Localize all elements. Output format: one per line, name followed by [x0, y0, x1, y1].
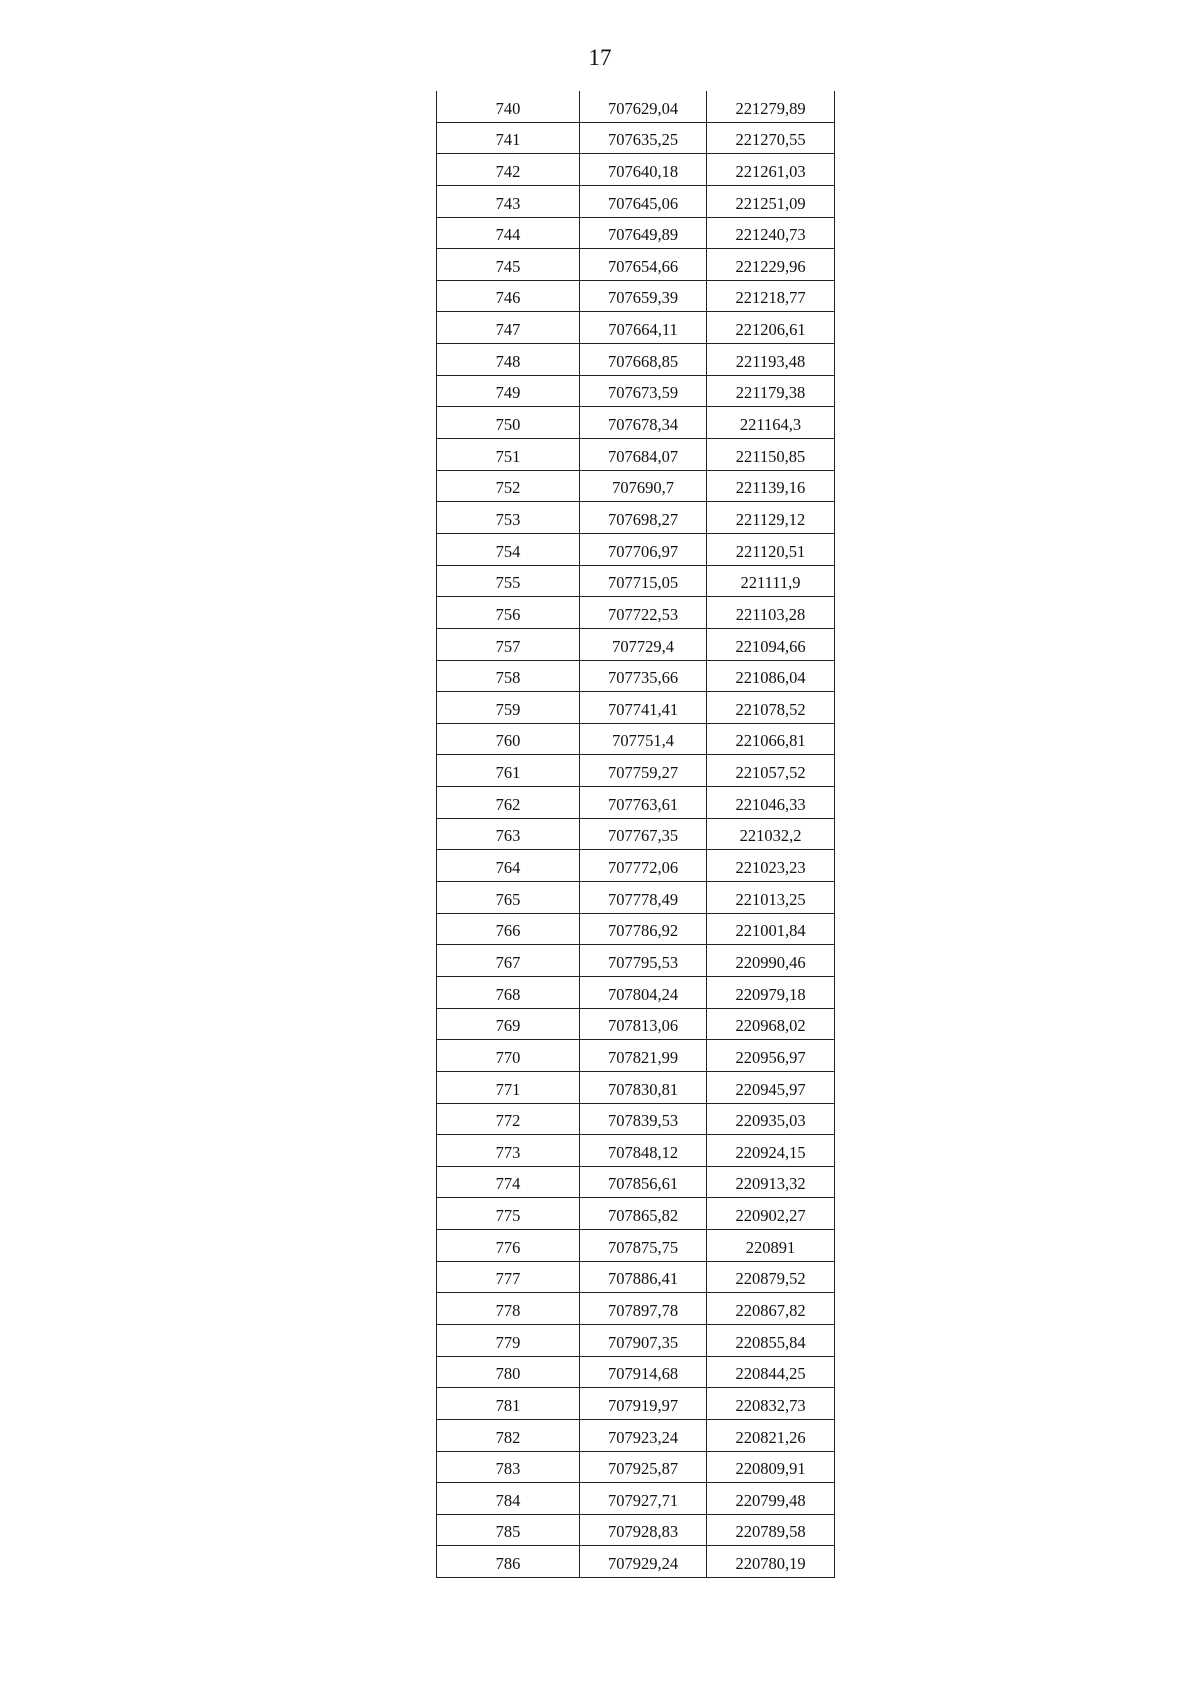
point-number-cell: 784 — [437, 1483, 580, 1515]
table-row — [437, 1419, 835, 1451]
table-row — [437, 344, 835, 376]
y-coordinate-cell: 220945,97 — [707, 1071, 835, 1103]
y-coordinate-cell: 220968,02 — [707, 1008, 835, 1040]
y-coordinate-cell: 221013,25 — [707, 882, 835, 914]
x-coordinate-cell: 707759,27 — [580, 755, 707, 787]
point-number-cell: 778 — [437, 1293, 580, 1325]
y-coordinate-cell: 221066,81 — [707, 723, 835, 755]
y-coordinate-cell: 221229,96 — [707, 249, 835, 281]
x-coordinate-cell: 707673,59 — [580, 375, 707, 407]
y-coordinate-cell: 220799,48 — [707, 1483, 835, 1515]
x-coordinate-cell: 707886,41 — [580, 1261, 707, 1293]
x-coordinate-cell: 707684,07 — [580, 439, 707, 471]
table-row — [437, 1483, 835, 1515]
table-row — [437, 122, 835, 154]
point-number-cell: 751 — [437, 439, 580, 471]
x-coordinate-cell: 707735,66 — [580, 660, 707, 692]
y-coordinate-cell: 220809,91 — [707, 1451, 835, 1483]
y-coordinate-cell: 221111,9 — [707, 565, 835, 597]
point-number-cell: 753 — [437, 502, 580, 534]
y-coordinate-cell: 220935,03 — [707, 1103, 835, 1135]
table-row — [437, 502, 835, 534]
point-number-cell: 785 — [437, 1514, 580, 1546]
table-row — [437, 818, 835, 850]
y-coordinate-cell: 221023,23 — [707, 850, 835, 882]
y-coordinate-cell: 221240,73 — [707, 217, 835, 249]
x-coordinate-cell: 707690,7 — [580, 470, 707, 502]
x-coordinate-cell: 707722,53 — [580, 597, 707, 629]
x-coordinate-cell: 707914,68 — [580, 1356, 707, 1388]
y-coordinate-cell: 220780,19 — [707, 1546, 835, 1578]
x-coordinate-cell: 707778,49 — [580, 882, 707, 914]
x-coordinate-cell: 707678,34 — [580, 407, 707, 439]
point-number-cell: 770 — [437, 1040, 580, 1072]
x-coordinate-cell: 707763,61 — [580, 787, 707, 819]
point-number-cell: 786 — [437, 1546, 580, 1578]
x-coordinate-cell: 707848,12 — [580, 1135, 707, 1167]
point-number-cell: 767 — [437, 945, 580, 977]
table-row — [437, 660, 835, 692]
page-number: 17 — [588, 45, 612, 70]
point-number-cell: 756 — [437, 597, 580, 629]
x-coordinate-cell: 707925,87 — [580, 1451, 707, 1483]
x-coordinate-cell: 707729,4 — [580, 628, 707, 660]
point-number-cell: 768 — [437, 976, 580, 1008]
table-row — [437, 1198, 835, 1230]
y-coordinate-cell: 221032,2 — [707, 818, 835, 850]
y-coordinate-cell: 220990,46 — [707, 945, 835, 977]
x-coordinate-cell: 707821,99 — [580, 1040, 707, 1072]
y-coordinate-cell: 221139,16 — [707, 470, 835, 502]
table-row — [437, 1356, 835, 1388]
point-number-cell: 743 — [437, 185, 580, 217]
x-coordinate-cell: 707856,61 — [580, 1166, 707, 1198]
x-coordinate-cell: 707659,39 — [580, 280, 707, 312]
table-row — [437, 439, 835, 471]
table-row — [437, 249, 835, 281]
x-coordinate-cell: 707919,97 — [580, 1388, 707, 1420]
table-row — [437, 692, 835, 724]
x-coordinate-cell: 707629,04 — [580, 91, 707, 122]
x-coordinate-cell: 707668,85 — [580, 344, 707, 376]
point-number-cell: 752 — [437, 470, 580, 502]
point-number-cell: 763 — [437, 818, 580, 850]
y-coordinate-cell: 221150,85 — [707, 439, 835, 471]
y-coordinate-cell: 221103,28 — [707, 597, 835, 629]
point-number-cell: 782 — [437, 1419, 580, 1451]
point-number-cell: 749 — [437, 375, 580, 407]
table-row — [437, 976, 835, 1008]
x-coordinate-cell: 707927,71 — [580, 1483, 707, 1515]
y-coordinate-cell: 221251,09 — [707, 185, 835, 217]
y-coordinate-cell: 221046,33 — [707, 787, 835, 819]
table-row — [437, 1103, 835, 1135]
coordinates-table-body — [437, 91, 835, 1578]
y-coordinate-cell: 221270,55 — [707, 122, 835, 154]
x-coordinate-cell: 707865,82 — [580, 1198, 707, 1230]
table-row — [437, 312, 835, 344]
x-coordinate-cell: 707640,18 — [580, 154, 707, 186]
y-coordinate-cell: 220956,97 — [707, 1040, 835, 1072]
table-row — [437, 787, 835, 819]
x-coordinate-cell: 707804,24 — [580, 976, 707, 1008]
x-coordinate-cell: 707635,25 — [580, 122, 707, 154]
table-row — [437, 913, 835, 945]
table-row — [437, 1261, 835, 1293]
x-coordinate-cell: 707830,81 — [580, 1071, 707, 1103]
y-coordinate-cell: 220832,73 — [707, 1388, 835, 1420]
x-coordinate-cell: 707654,66 — [580, 249, 707, 281]
table-row — [437, 1451, 835, 1483]
point-number-cell: 741 — [437, 122, 580, 154]
point-number-cell: 758 — [437, 660, 580, 692]
x-coordinate-cell: 707907,35 — [580, 1324, 707, 1356]
table-row — [437, 1040, 835, 1072]
point-number-cell: 781 — [437, 1388, 580, 1420]
table-row — [437, 1008, 835, 1040]
point-number-cell: 772 — [437, 1103, 580, 1135]
point-number-cell: 748 — [437, 344, 580, 376]
y-coordinate-cell: 220844,25 — [707, 1356, 835, 1388]
point-number-cell: 754 — [437, 533, 580, 565]
x-coordinate-cell: 707897,78 — [580, 1293, 707, 1325]
point-number-cell: 783 — [437, 1451, 580, 1483]
table-row — [437, 882, 835, 914]
table-row — [437, 375, 835, 407]
point-number-cell: 774 — [437, 1166, 580, 1198]
x-coordinate-cell: 707772,06 — [580, 850, 707, 882]
point-number-cell: 745 — [437, 249, 580, 281]
x-coordinate-cell: 707706,97 — [580, 533, 707, 565]
x-coordinate-cell: 707929,24 — [580, 1546, 707, 1578]
y-coordinate-cell: 220867,82 — [707, 1293, 835, 1325]
table-row — [437, 1293, 835, 1325]
x-coordinate-cell: 707786,92 — [580, 913, 707, 945]
point-number-cell: 746 — [437, 280, 580, 312]
table-row — [437, 628, 835, 660]
table-row — [437, 723, 835, 755]
x-coordinate-cell: 707875,75 — [580, 1230, 707, 1262]
point-number-cell: 744 — [437, 217, 580, 249]
y-coordinate-cell: 221001,84 — [707, 913, 835, 945]
y-coordinate-cell: 220879,52 — [707, 1261, 835, 1293]
y-coordinate-cell: 221261,03 — [707, 154, 835, 186]
point-number-cell: 757 — [437, 628, 580, 660]
table-row — [437, 533, 835, 565]
x-coordinate-cell: 707795,53 — [580, 945, 707, 977]
table-row — [437, 91, 835, 122]
point-number-cell: 773 — [437, 1135, 580, 1167]
table-row — [437, 217, 835, 249]
x-coordinate-cell: 707715,05 — [580, 565, 707, 597]
x-coordinate-cell: 707741,41 — [580, 692, 707, 724]
y-coordinate-cell: 220902,27 — [707, 1198, 835, 1230]
y-coordinate-cell: 220789,58 — [707, 1514, 835, 1546]
y-coordinate-cell: 221057,52 — [707, 755, 835, 787]
point-number-cell: 780 — [437, 1356, 580, 1388]
table-row — [437, 1071, 835, 1103]
x-coordinate-cell: 707923,24 — [580, 1419, 707, 1451]
y-coordinate-cell: 221164,3 — [707, 407, 835, 439]
table-row — [437, 1546, 835, 1578]
y-coordinate-cell: 221120,51 — [707, 533, 835, 565]
x-coordinate-cell: 707649,89 — [580, 217, 707, 249]
y-coordinate-cell: 220821,26 — [707, 1419, 835, 1451]
x-coordinate-cell: 707698,27 — [580, 502, 707, 534]
point-number-cell: 750 — [437, 407, 580, 439]
point-number-cell: 766 — [437, 913, 580, 945]
x-coordinate-cell: 707928,83 — [580, 1514, 707, 1546]
y-coordinate-cell: 221218,77 — [707, 280, 835, 312]
table-row — [437, 565, 835, 597]
point-number-cell: 764 — [437, 850, 580, 882]
table-row — [437, 185, 835, 217]
table-row — [437, 1388, 835, 1420]
y-coordinate-cell: 220891 — [707, 1230, 835, 1262]
point-number-cell: 760 — [437, 723, 580, 755]
point-number-cell: 779 — [437, 1324, 580, 1356]
y-coordinate-cell: 221179,38 — [707, 375, 835, 407]
table-row — [437, 407, 835, 439]
point-number-cell: 742 — [437, 154, 580, 186]
x-coordinate-cell: 707664,11 — [580, 312, 707, 344]
y-coordinate-cell: 220979,18 — [707, 976, 835, 1008]
point-number-cell: 769 — [437, 1008, 580, 1040]
table-row — [437, 154, 835, 186]
point-number-cell: 740 — [437, 91, 580, 122]
table-row — [437, 755, 835, 787]
y-coordinate-cell: 220924,15 — [707, 1135, 835, 1167]
table-row — [437, 1166, 835, 1198]
y-coordinate-cell: 221206,61 — [707, 312, 835, 344]
point-number-cell: 747 — [437, 312, 580, 344]
table-row — [437, 597, 835, 629]
y-coordinate-cell: 221078,52 — [707, 692, 835, 724]
table-row — [437, 280, 835, 312]
point-number-cell: 762 — [437, 787, 580, 819]
table-row — [437, 850, 835, 882]
y-coordinate-cell: 220913,32 — [707, 1166, 835, 1198]
y-coordinate-cell: 221279,89 — [707, 91, 835, 122]
table-row — [437, 945, 835, 977]
table-row — [437, 1135, 835, 1167]
table-row — [437, 470, 835, 502]
y-coordinate-cell: 221193,48 — [707, 344, 835, 376]
x-coordinate-cell: 707751,4 — [580, 723, 707, 755]
x-coordinate-cell: 707767,35 — [580, 818, 707, 850]
x-coordinate-cell: 707813,06 — [580, 1008, 707, 1040]
y-coordinate-cell: 221129,12 — [707, 502, 835, 534]
y-coordinate-cell: 221094,66 — [707, 628, 835, 660]
table-row — [437, 1324, 835, 1356]
point-number-cell: 759 — [437, 692, 580, 724]
point-number-cell: 755 — [437, 565, 580, 597]
table-row — [437, 1230, 835, 1262]
x-coordinate-cell: 707839,53 — [580, 1103, 707, 1135]
point-number-cell: 761 — [437, 755, 580, 787]
x-coordinate-cell: 707645,06 — [580, 185, 707, 217]
point-number-cell: 777 — [437, 1261, 580, 1293]
point-number-cell: 771 — [437, 1071, 580, 1103]
y-coordinate-cell: 220855,84 — [707, 1324, 835, 1356]
point-number-cell: 776 — [437, 1230, 580, 1262]
point-number-cell: 765 — [437, 882, 580, 914]
y-coordinate-cell: 221086,04 — [707, 660, 835, 692]
table-row — [437, 1514, 835, 1546]
point-number-cell: 775 — [437, 1198, 580, 1230]
coordinates-table — [436, 91, 835, 1578]
